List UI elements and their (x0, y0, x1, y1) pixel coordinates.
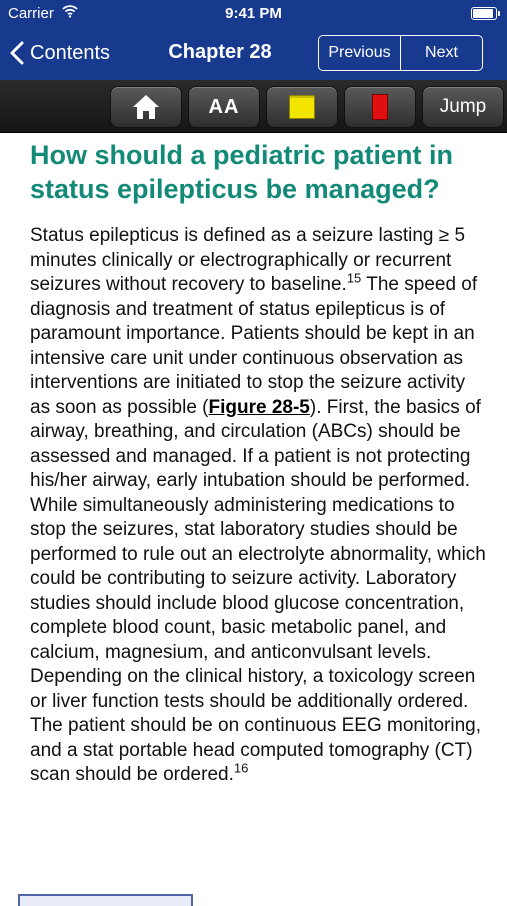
previous-button[interactable]: Previous (328, 44, 391, 61)
home-icon (132, 94, 160, 120)
chapter-content (30, 138, 490, 788)
bookmark-button[interactable] (344, 86, 416, 128)
text-size-button[interactable] (188, 86, 260, 128)
home-button[interactable] (110, 86, 182, 128)
back-button-label: Contents (30, 41, 111, 64)
text-size-icon (209, 96, 240, 119)
text-size-label: AA (208, 95, 240, 118)
reference-superscript[interactable]: 16 (233, 760, 249, 776)
body-paragraph (30, 224, 490, 788)
highlighter-icon (289, 95, 315, 119)
jump-button[interactable] (422, 86, 504, 128)
reader-toolbar (0, 80, 507, 133)
highlight-button[interactable] (266, 86, 338, 128)
bookmark-icon (372, 94, 388, 120)
paragraph-text: Status epilepticus is defined as a seizure lasting ≥ 5 minutes clinically or electrographically or recurrent seizures without recovery to baseline. (30, 225, 466, 295)
carrier-label: Carrier (8, 5, 54, 22)
section-heading: How should a pediatric patient in status epilepticus be managed? (30, 140, 454, 204)
page-title: Chapter 28 (168, 41, 272, 63)
navigation-bar (0, 0, 507, 80)
prev-next-segmented-control (318, 35, 483, 71)
paragraph-text: ). First, the basics of airway, breathing, and circulation (ABCs) should be assessed and managed. If a patient is not protecting his/her airway, early intubation should be performed. While simultaneously administering medications to stop the seizures, stat laboratory studies should be performed to rule out an electrolyte abnormality, which could be contributing to seizure activity. Laboratory studies should include blood glucose concentration, complete blood count, basic metabolic panel, and calcium, magnesium, and anticonvulsant levels. Depending on the clinical history, a toxicology screen or liver function tests should be additionally ordered. The patient should be on continuous EEG monitoring, and a stat portable head computed tomography (CT) scan should be ordered. (30, 396, 486, 785)
next-button[interactable]: Next (400, 36, 482, 70)
jump-button-label: Jump (439, 96, 487, 117)
status-bar (0, 0, 507, 28)
paragraph-text: The speed of diagnosis and treatment of status epilepticus is of paramount importance. Patients should be kept in an intensive care unit under continuous observation as interventions are initiated to stop the seizure activity as soon as possible ( (30, 274, 478, 418)
reference-superscript[interactable]: 15 (346, 270, 362, 286)
figure-thumbnail[interactable] (18, 894, 193, 906)
figure-link[interactable]: Figure 28-5 (208, 396, 310, 418)
battery-icon (471, 7, 497, 20)
clock-time: 9:41 PM (225, 5, 282, 22)
